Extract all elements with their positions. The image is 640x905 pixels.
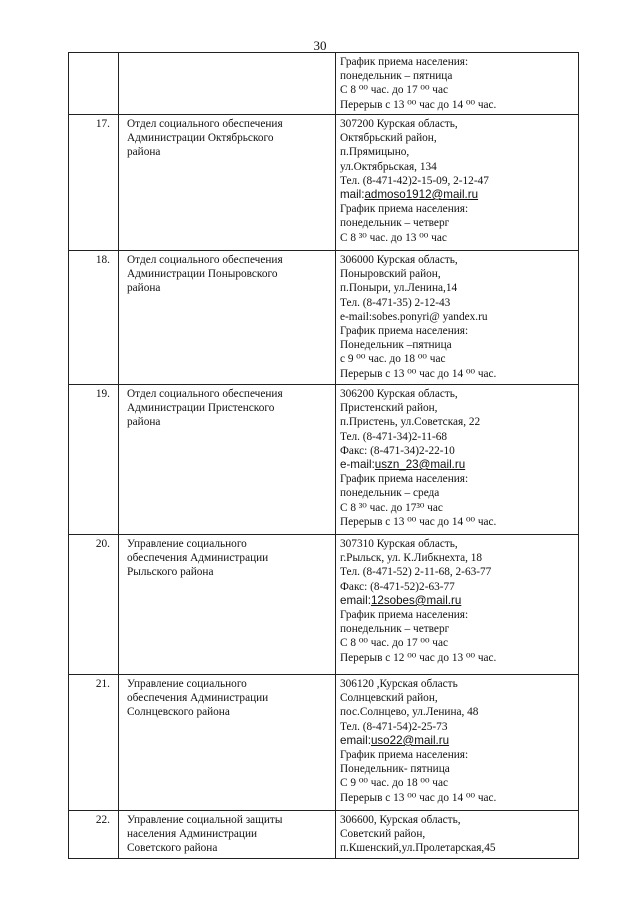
email-prefix: email: (340, 593, 371, 607)
department-name-cell (119, 251, 336, 385)
department-name-line: Управление социальной защиты (127, 814, 283, 826)
department-name-line: Советского района (127, 842, 218, 855)
contact-info-cell (336, 385, 579, 535)
contact-info-line: п.Кшенский,ул.Пролетарская,45 (340, 842, 496, 855)
email-line (340, 734, 574, 748)
contact-info-line: ул.Октябрьская, 134 (340, 160, 437, 173)
contact-info-line: Понедельник- пятница (340, 763, 450, 776)
contact-info-line: Тел. (8-471-42)2-15-09, 2-12-47 (340, 174, 489, 187)
page-number: 30 (313, 38, 327, 53)
department-name-line: Администрации Поныровского (127, 268, 278, 281)
department-name-line: Администрации Пристенского (127, 402, 275, 415)
contact-info-line: e-mail:sobes.ponyri@ yandex.ru (340, 310, 488, 323)
contact-info-line: Тел. (8-471-34)2-11-68 (340, 430, 448, 443)
department-name-line: района (127, 282, 161, 295)
email-line (340, 458, 574, 472)
contact-info-cell (336, 675, 579, 811)
departments-table (68, 52, 579, 859)
contact-info-line: График приема населения: (340, 609, 469, 622)
contact-info-line: 307310 Курская область, (340, 538, 458, 550)
contact-info-line: Факс: (8-471-34)2-22-10 (340, 444, 455, 457)
email-prefix: e-mail: (340, 458, 375, 472)
contact-info-line: График приема населения: (340, 325, 469, 338)
contact-info-line: С 8 ³⁰ час. до 17³⁰ час (340, 501, 443, 514)
contact-info-line: Тел. (8-471-54)2-25-73 (340, 720, 448, 733)
contact-info-line: понедельник – четверг (340, 623, 450, 636)
contact-info-line: 306600, Курская область, (340, 814, 461, 826)
department-name-line: Управление социального (127, 678, 247, 690)
table-row (69, 675, 579, 811)
contact-info-line: п.Поныри, ул.Ленина,14 (340, 282, 458, 295)
contact-info-line: Перерыв с 13 ⁰⁰ час до 14 ⁰⁰ час. (340, 515, 497, 528)
contact-info-line: понедельник – пятница (340, 70, 453, 83)
department-name-line: Отдел социального обеспечения (127, 254, 283, 266)
contact-info-cell (336, 535, 579, 675)
department-name-cell (119, 385, 336, 535)
email-link[interactable]: uszn_23@mail.ru (374, 458, 466, 472)
contact-info-line: с 9 ⁰⁰ час. до 18 ⁰⁰ час (340, 353, 446, 366)
contact-info-line: Перерыв с 12 ⁰⁰ час до 13 ⁰⁰ час. (340, 651, 497, 664)
department-name-line: Управление социального (127, 538, 247, 550)
contact-info-cell (336, 811, 579, 859)
contact-info-line: понедельник – четверг (340, 217, 450, 230)
contact-info-line: 306000 Курская область, (340, 254, 458, 266)
contact-info-cell (336, 115, 579, 251)
email-line (340, 188, 574, 202)
table-row (69, 53, 579, 115)
contact-info-line: п.Пристень, ул.Советская, 22 (340, 416, 481, 429)
department-name-line: населения Администрации (127, 828, 258, 841)
department-name-cell (119, 811, 336, 859)
contact-info-line: График приема населения: (340, 56, 469, 68)
contact-info-line: 307200 Курская область, (340, 118, 458, 130)
email-link[interactable]: 12sobes@mail.ru (370, 593, 462, 607)
email-link[interactable]: uso22@mail.ru (370, 733, 450, 747)
contact-info-line: 306200 Курская область, (340, 388, 458, 400)
contact-info-line: С 8 ³⁰ час. до 13 ⁰⁰ час (340, 231, 447, 244)
contact-info-line: Перерыв с 13 ⁰⁰ час до 14 ⁰⁰ час. (340, 98, 497, 111)
department-name-line: обеспечения Администрации (127, 692, 269, 705)
email-prefix: email: (340, 733, 371, 747)
row-number: 18. (69, 251, 119, 385)
table-body (69, 53, 579, 859)
contact-info-line: Октябрьский район, (340, 132, 437, 145)
contact-info-cell (336, 251, 579, 385)
contact-info-line: С 8 ⁰⁰ час. до 17 ⁰⁰ час (340, 637, 449, 650)
row-number: 19. (69, 385, 119, 535)
contact-info-line: С 9 ⁰⁰ час. до 18 ⁰⁰ час (340, 777, 449, 790)
contact-info-line: Пристенский район, (340, 402, 438, 415)
table-row (69, 535, 579, 675)
department-name-line: Отдел социального обеспечения (127, 118, 283, 130)
department-name-line: района (127, 146, 161, 159)
department-name-line: Администрации Октябрьского (127, 132, 274, 145)
department-name-line: обеспечения Администрации (127, 552, 269, 565)
email-link[interactable]: admoso1912@mail.ru (364, 188, 479, 202)
contact-info-line: 306120 ,Курская область (340, 678, 458, 690)
department-name-cell (119, 535, 336, 675)
contact-info-line: График приема населения: (340, 749, 469, 762)
email-line (340, 594, 574, 608)
table-row (69, 811, 579, 859)
table-row (69, 115, 579, 251)
table-row (69, 385, 579, 535)
contact-info-line: г.Рыльск, ул. К.Либкнехта, 18 (340, 552, 483, 565)
contact-info-cell (336, 53, 579, 115)
row-number: 21. (69, 675, 119, 811)
contact-info-line: Понедельник –пятница (340, 339, 452, 352)
row-number: 17. (69, 115, 119, 251)
row-number (69, 53, 119, 115)
contact-info-line: пос.Солнцево, ул.Ленина, 48 (340, 706, 479, 719)
contact-info-line: понедельник – среда (340, 487, 440, 500)
email-prefix: mail: (340, 188, 365, 202)
contact-info-line: Факс: (8-471-52)2-63-77 (340, 580, 455, 593)
contact-info-line: Тел. (8-471-35) 2-12-43 (340, 296, 451, 309)
department-name-cell (119, 675, 336, 811)
contact-info-line: Перерыв с 13 ⁰⁰ час до 14 ⁰⁰ час. (340, 367, 497, 380)
contact-info-line: п.Прямицыно, (340, 146, 410, 159)
department-name-cell (119, 53, 336, 115)
department-name-cell (119, 115, 336, 251)
contact-info-line: Солнцевский район, (340, 692, 438, 705)
contact-info-line: Поныровский район, (340, 268, 441, 281)
contact-info-line: Тел. (8-471-52) 2-11-68, 2-63-77 (340, 566, 492, 579)
contact-info-line: С 8 ⁰⁰ час. до 17 ⁰⁰ час (340, 84, 449, 97)
contact-info-line: График приема населения: (340, 203, 469, 216)
contact-info-line: Советский район, (340, 828, 426, 841)
row-number: 22. (69, 811, 119, 859)
table-row (69, 251, 579, 385)
contact-info-line: График приема населения: (340, 473, 469, 486)
department-name-line: Рыльского района (127, 566, 214, 579)
department-name-line: района (127, 416, 161, 429)
department-name-line: Отдел социального обеспечения (127, 388, 283, 400)
row-number: 20. (69, 535, 119, 675)
contact-info-line: Перерыв с 13 ⁰⁰ час до 14 ⁰⁰ час. (340, 791, 497, 804)
department-name-line: Солнцевского района (127, 706, 230, 719)
